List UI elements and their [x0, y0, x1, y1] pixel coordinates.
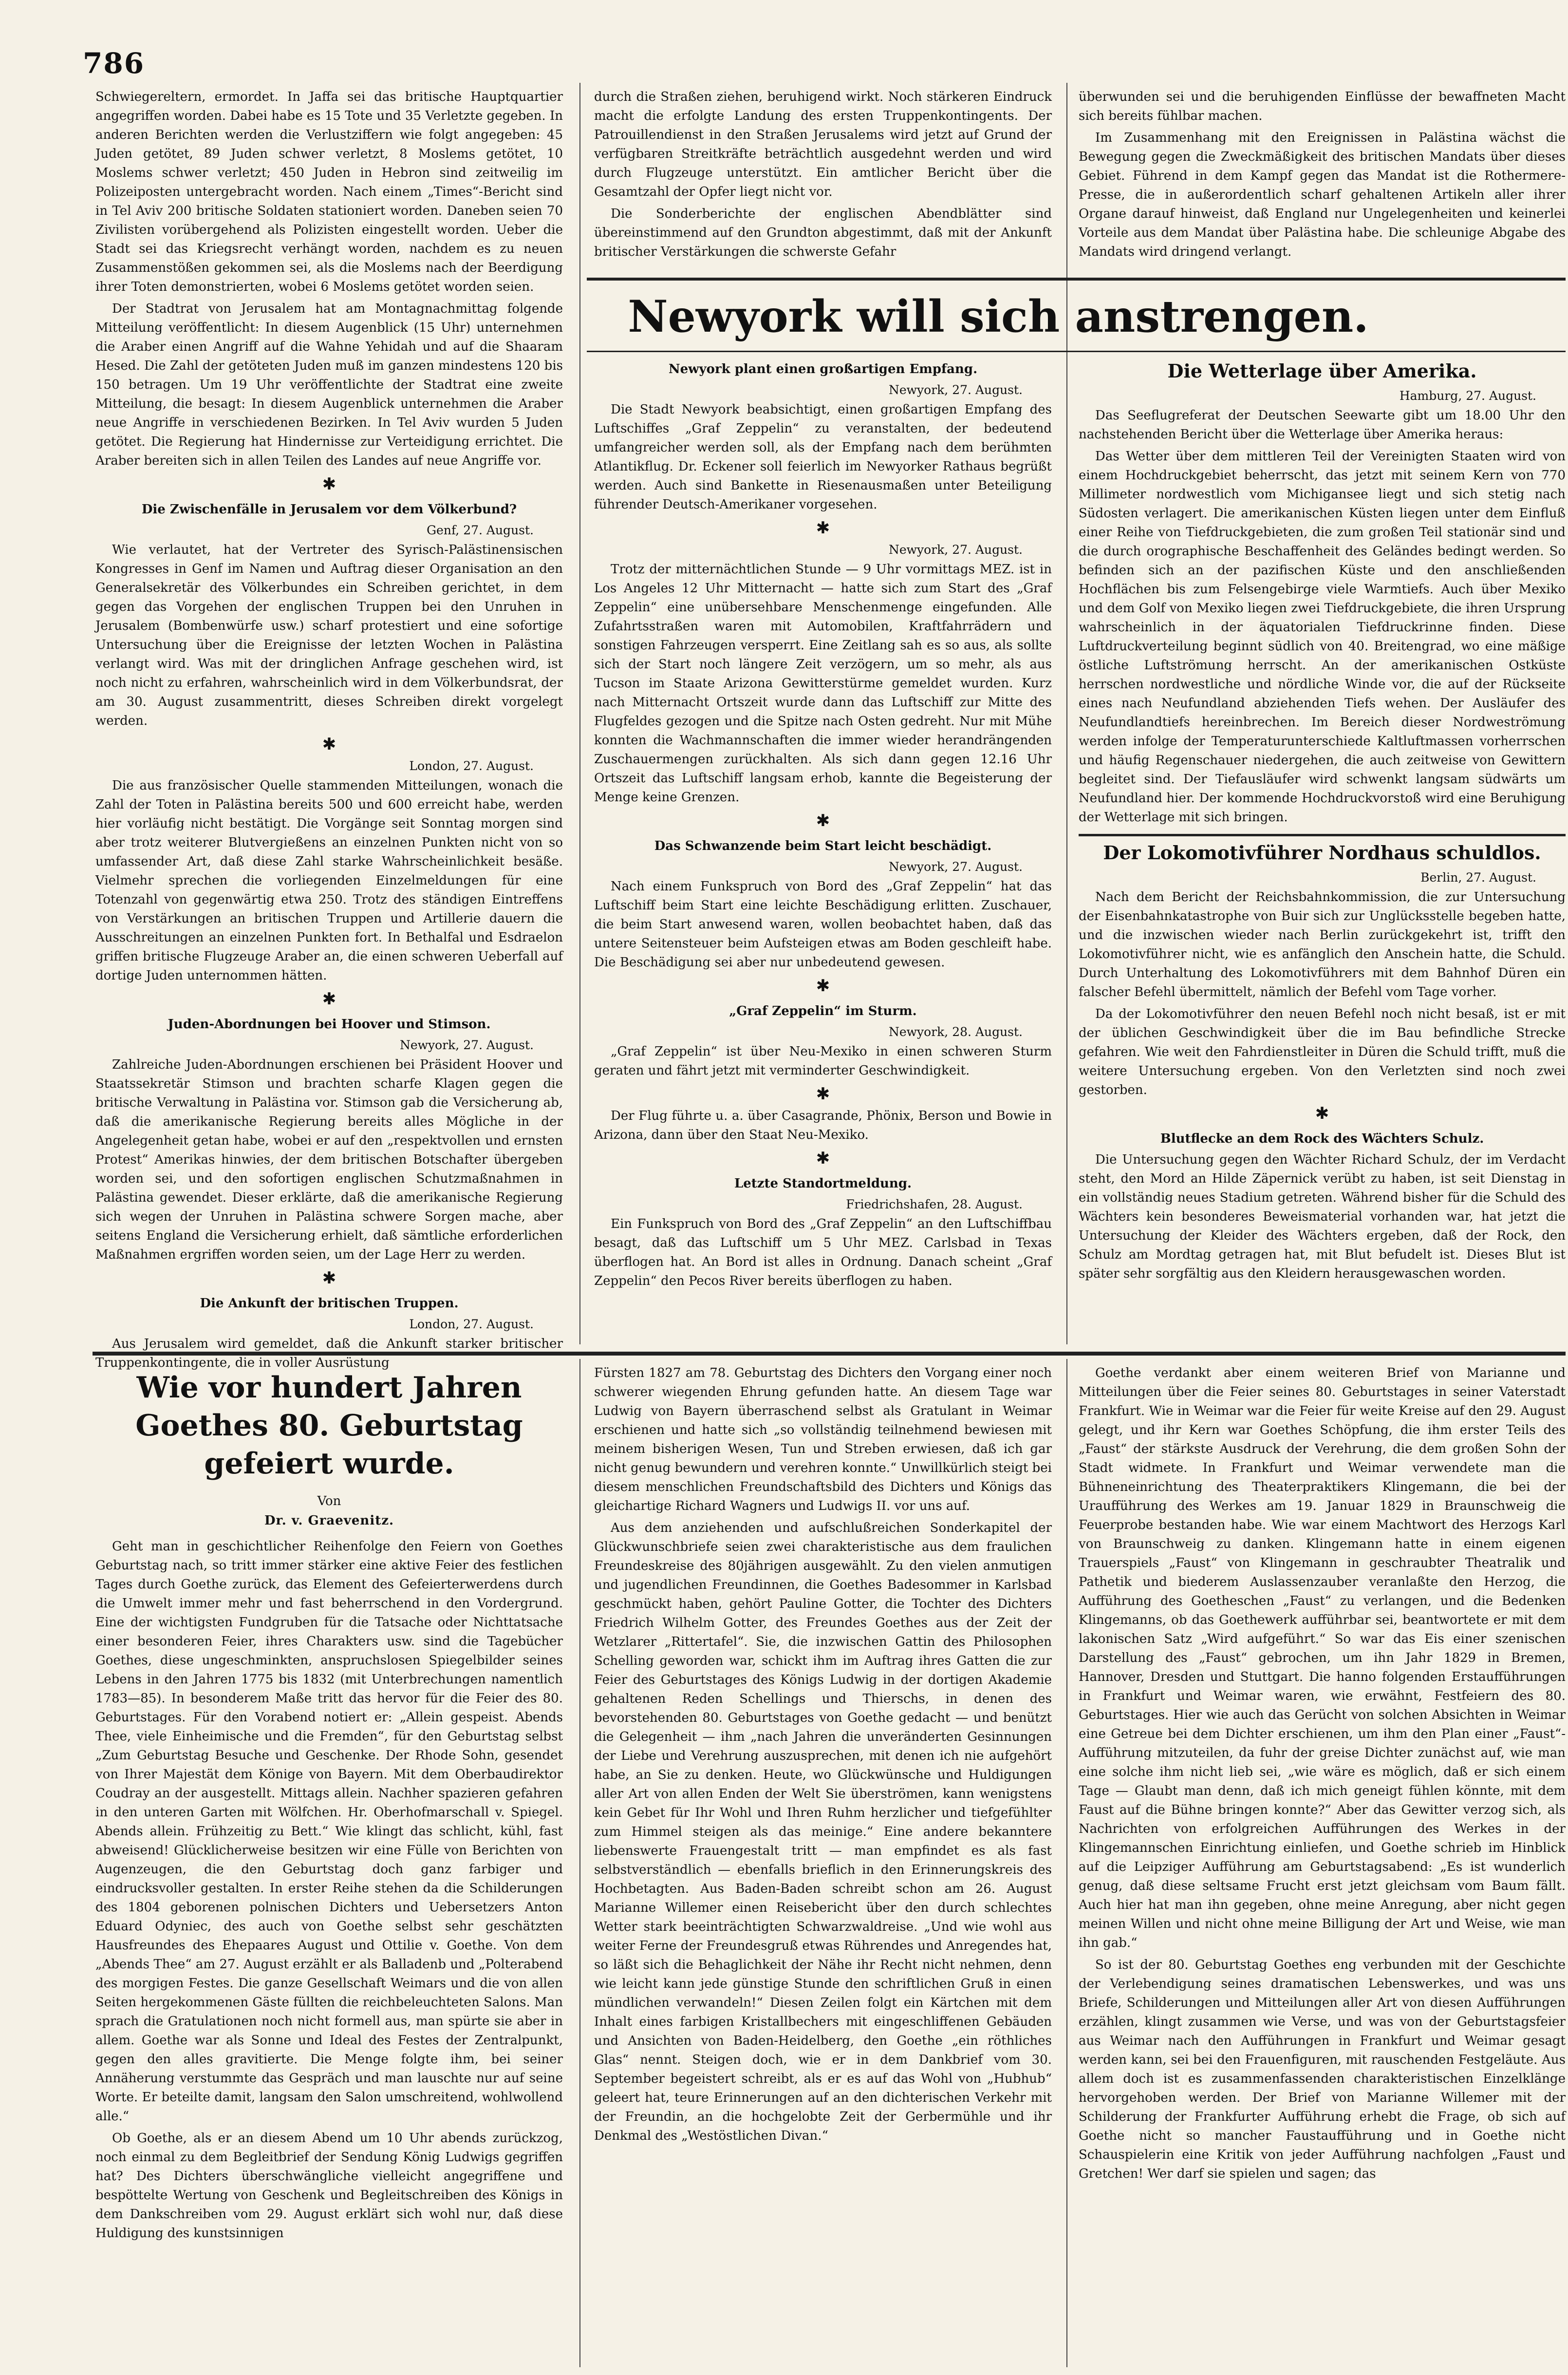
- paragraph: Nach einem Funkspruch von Bord des „Graf Zeppelin“ hat das Luftschiff beim Start eine leichte Beschädigung erlitten. Zuschauer, die beim Start anwesend waren, wollen beobachtet haben, daß das untere Seitensteuer beim Aufsteigen etwas am Boden geschleift habe. Die Beschädigung sei aber nur unbedeutend gewesen.: [594, 879, 1052, 970]
- dateline: Berlin, 27. August.: [1420, 870, 1536, 885]
- article-column-goethe-3: [1079, 1364, 1566, 2367]
- section-heading: Die Wetterlage über Amerika.: [1167, 360, 1477, 382]
- paragraph: Der Flug führte u. a. über Casagrande, Phönix, Berson und Bowie in Arizona, dann über den Staat Neu-Mexiko.: [594, 1109, 1052, 1142]
- section-title: Juden-Abordnungen bei Hoover und Stimson.: [168, 1017, 491, 1032]
- zeppelin-subhead: Newyork plant einen großartigen Empfang.: [668, 362, 978, 377]
- section-rule: [93, 1352, 1566, 1356]
- dateline: Newyork, 27. August.: [888, 543, 1023, 557]
- section-rule: [587, 351, 1566, 352]
- paragraph: Die Stadt Newyork beabsichtigt, einen großartigen Empfang des Luftschiffes „Graf Zeppelin“ zu veranstalten, der bedeutend umfangreicher werden soll, als der Empfang nach dem berühmten Atlantikflug. Dr. Eckener soll feierlich im Newyorker Rathaus begrüßt werden. Auch sind Bankette in Riesenausmaßen unter Beteiligung führender Deutsch-Amerikaner vorgesehen.: [594, 402, 1052, 512]
- section-title: Die Zwischenfälle in Jerusalem vor dem Völkerbund?: [141, 502, 517, 517]
- paragraph: Fürsten 1827 am 78. Geburtstag des Dichters den Vorgang einer noch schwerer wiegenden Ehrung gefunden hatte. An diesem Tage war Ludwig von Bayern überraschend selbst als Gratulant in Weimar erschienen und hatte sich „so vollständig teilnehmend bewiesen mit meinem bisherigen Wesen, Tun und Streben erwiesen, daß ich gar nicht genug bewundern und verehren konnte.“ Unwillkürlich steigt bei diesem menschlichen Freundschaftsbild des Dichters und Königs das gleichartige Richard Wagners und Ludwigs II. vor uns auf.: [594, 1366, 1052, 1513]
- goethe-byline-von: Von: [317, 1494, 341, 1508]
- paragraph: Schwiegereltern, ermordet. In Jaffa sei das britische Hauptquartier angegriffen worden. Dabei habe es 15 Tote und 35 Verletzte gegeben. In anderen Berichten werden die Verlustziffern wie folgt angegeben: 45 Juden getötet, 89 Juden schwer verletzt, 8 Moslems getötet, 10 Moslems schwer verletzt; 450 Juden in Hebron sind zeitweilig im Polizeiposten untergebracht worden. Nach einem „Times“-Bericht sind in Tel Aviv 200 britische Soldaten stationiert worden. Daneben seien 70 Zivilisten vorübergehend als Polizisten eingestellt worden. Ueber die Stadt sei das Kriegsrecht verhängt worden, nachdem es zu neuen Zusammenstößen gekommen sei, als die Moslems nach der Beerdigung ihrer Toten demonstrierten, wobei 6 Moslems getötet worden seien.: [95, 90, 563, 294]
- paragraph: Der Stadtrat von Jerusalem hat am Montagnachmittag folgende Mitteilung veröffentlicht: In diesem Augenblick (15 Uhr) unternehmen die Araber einen Angriff auf die Wahne Yehidah und auf die Shaaram Hesed. Die Zahl der getöteten Juden muß im ganzen mindestens 120 bis 150 betragen. Um 19 Uhr veröffentlichte der Stadtrat eine zweite Mitteilung, die besagt: In diesem Augenblick unternehmen die Araber neue Angriffe in verschiedenen Bezirken. In Tel Aviv wurden 5 Juden getötet. Die Regierung hat Hindernisse zur Verteidigung errichtet. Die Araber bereiten sich in allen Teilen des Landes auf neue Angriffe vor.: [95, 302, 563, 468]
- paragraph: Aus Jerusalem wird gemeldet, daß die Ankunft starker britischer Truppenkontingente, die in voller Ausrüstung: [95, 1337, 563, 1370]
- zeppelin-headline: Newyork will sich anstrengen.: [628, 291, 1369, 342]
- page-number: 786: [83, 47, 145, 80]
- article-column-mandate: [1079, 88, 1566, 273]
- article-column-weather: [1079, 355, 1566, 1343]
- section-asterisk-separator: ✱: [816, 976, 830, 996]
- column-divider: [579, 83, 580, 1344]
- paragraph: Die Untersuchung gegen den Wächter Richard Schulz, der im Verdacht steht, den Mord an Hilde Zäpernick verübt zu haben, ist seit Dienstag in ein vollständig neues Stadium getreten. Während bisher für die Schuld des Wächters kein besonderes Beweismaterial vorhanden war, hat jetzt die Untersuchung der Kleider des Wächters ergeben, daß der Rock, den Schulz am Mordtag getragen hat, mit Blut befudelt ist. Dieses Blut ist später sehr sorgfältig aus den Kleidern herausgewaschen worden.: [1079, 1152, 1566, 1281]
- dateline: Friedrichshafen, 28. August.: [846, 1197, 1023, 1211]
- article-column-palestine-cont: [594, 88, 1052, 273]
- section-rule: [1079, 834, 1566, 836]
- article-column-zeppelin: [594, 355, 1052, 1343]
- paragraph: Wie verlautet, hat der Vertreter des Syrisch-Palästinensischen Kongresses in Genf im Namen und Auftrag dieser Organisation an den Generalsekretär des Völkerbundes ein Schreiben gerichtet, in dem gegen das Vorgehen der englischen Truppen bei den Unruhen in Jerusalem (Bombenwürfe usw.) scharf protestiert und eine sofortige Untersuchung über die Ereignisse der letzten Wochen in Palästina verlangt wird. Was mit der dringlichen Anfrage geschehen wird, ist noch nicht zu erfahren, wahrscheinlich wird in dem Völkerbundsrat, der am 30. August zusammentritt, dieses Schreiben direkt vorgelegt werden.: [95, 543, 563, 728]
- section-asterisk-separator: ✱: [816, 1149, 830, 1168]
- dateline: Genf, 27. August.: [427, 523, 534, 537]
- paragraph: Das Wetter über dem mittleren Teil der Vereinigten Staaten wird von einem Hochdruckgebiet beherrscht, das jetzt mit seinem Kern von 770 Millimeter nordwestlich vom Michigansee liegt und sich stetig nach Südosten verlagert. Die amerikanischen Küsten liegen unter dem Einfluß einer Reihe von Tiefdruckgebieten, die zum großen Teil stationär sind und die durch orographische Beschaffenheit des Geländes bedingt werden. So befinden sich an der pazifischen Küste und den anschließenden Hochflächen bis zum Felsengebirge viele Warmtiefs. Auch über Mexiko und dem Golf von Mexiko liegen zwei Tiefdruckgebiete, die ihren Ursprung wahrscheinlich in der äquatorialen Tiefdruckrinne finden. Diese Luftdruckverteilung beginnt südlich von 40. Breitengrad, wo eine mäßige östliche Luftströmung herrscht. An der amerikanischen Ostküste herrschen nordwestliche und nördliche Winde vor, die auf der Rückseite eines nach Neufundland abziehenden Tiefs wehen. Der Ausläufer des Neufundlandtiefs hereinbrechen. Im Bereich dieser Nordweströmung werden infolge der Temperaturunterschiede Kaltluftmassen vorherrschen und häufig Regenschauer niedergehen, die auch zeitweise von Gewittern begleitet sind. Der Tiefausläufer wird schwenkt langsam südwärts um Neufundland hier. Der kommende Hochdruckvorstoß wird eine Beruhigung der Wetterlage mit sich bringen.: [1079, 449, 1566, 825]
- paragraph: So ist der 80. Geburtstag Goethes eng verbunden mit der Geschichte der Verlebendigung seines dramatischen Lebenswerkes, und was uns Briefe, Schilderungen und Mitteilungen aller Art von diesen Aufführungen erzählen, klingt zusammen wie Verse, und was von der Geburtstagsfeier aus Weimar nach den Aufführungen in Frankfurt und Weimar gesagt werden kann, sei bei den Frauenfiguren, mit rauschenden Festgeläute. Aus allem doch ist es zusammenfassenden charakteristischen Einzelklänge hervorgehoben werden. Der Brief von Marianne Willemer mit der Schilderung der Frankfurter Aufführung erhebt die Frage, ob sich auf Goethe nicht so mancher Faustaufführung und in Goethe nicht Schauspielerin eine Kritik von jeder Aufführung nachfolgen „Faust und Gretchen! Wer darf sie spielen und sagen; das: [1079, 1958, 1566, 2181]
- section-asterisk-separator: ✱: [816, 811, 830, 830]
- paragraph: Ob Goethe, als er an diesem Abend um 10 Uhr abends zurückzog, noch einmal zu dem Begleitbrief der Sendung König Ludwigs gegriffen hat? Des Dichters überschwängliche vielleicht angegriffene und bespöttelte Wertung von Geschenk und Begleitschreiben des Königs in dem Dankschreiben vom 29. August erklärt sich wohl nur, daß diese Huldigung des kunstsinnigen: [95, 2131, 563, 2241]
- paragraph: Trotz der mitternächtlichen Stunde — 9 Uhr vormittags MEZ. ist in Los Angeles 12 Uhr Mitternacht — hatte sich zum Start des „Graf Zeppelin“ eine unübersehbare Menschenmenge eingefunden. Alle Zufahrtsstraßen waren mit Automobilen, Kraftfahrrädern und sonstigen Fahrzeugen versperrt. Eine Zeitlang sah es so aus, als sollte sich der Start noch längere Zeit verzögern, um so mehr, als aus Tucson im Staate Arizona Gewitterstürme gemeldet wurden. Kurz nach Mitternacht Ortszeit wurde dann das Luftschiff zur Mitte des Flugfeldes gezogen und die Spitze nach Osten gedreht. Nur mit Mühe konnten die Wachmannschaften die immer wieder herandrängenden Zuschauermengen zurückhalten. Als sich dann gegen 12.16 Uhr Ortszeit das Luftschiff langsam erhob, kannte die Begeisterung der Menge keine Grenzen.: [594, 562, 1052, 805]
- section-asterisk-separator: ✱: [322, 989, 336, 1009]
- paragraph: Geht man in geschichtlicher Reihenfolge den Feiern von Goethes Geburtstag nach, so tritt immer stärker eine aktive Feier des festlichen Tages durch Goethe zurück, das Element des Gefeierterwerdens durch die Umwelt immer mehr und fast beherrschend in den Vordergrund. Eine der wichtigsten Fundgruben für die Tatsache oder Nichttatsache einer besonderen Feier, ihres Charakters usw. sind die Tagebücher Goethes, diese ungeschminkten, anspruchslosen Spiegelbilder seines Lebens in den Jahren 1775 bis 1832 (mit Unterbrechungen namentlich 1783—85). In besonderem Maße tritt das hervor für die Feier des 80. Geburtstages. Für den Vorabend notiert er: „Allein gespeist. Abends Thee, viele Einheimische und die Fremden“, für den Geburtstag selbst „Zum Geburtstag Besuche und Geschenke. Der Rhode Sohn, gesendet von Ihrer Majestät dem Könige von Bayern. Mit dem Oberbaudirektor Coudray an der ausgestellt. Mittags allein. Nachher spazieren gefahren in den unteren Garten mit Wölfchen. Hr. Oberhofmarschall v. Spiegel. Abends allein. Frühzeitig zu Bett.“ Wie klingt das schlicht, kühl, fast abweisend! Glücklicherweise besitzen wir eine Fülle von Berichten von Augenzeugen, die den Geburtstag doch ganz farbiger und eindrucksvoller gestalten. In erster Reihe stehen da die Schilderungen des 1804 geborenen polnischen Dichters und Uebersetzers Anton Eduard Odyniec, des auch von Goethe selbst sehr geschätzten Hausfreundes des Ehepaares August und Ottilie v. Goethe. Von dem „Abends Thee“ am 27. August erzählt er als Balladenb und „Polterabend des morgigen Festes. Die ganze Gesellschaft Weimars und die von allen Seiten hergekommenen Gäste füllten die reichbeleuchteten Salons. Man sprach die Gratulationen noch nicht formell aus, man spürte sie aber in allem. Goethe war als Sonne und Ideal des Festes der Zentralpunkt, gegen den alles gravitierte. Die Menge folgte ihm, bei seiner Annäherung verstummte das Gespräch und man lauschte nur auf seine Worte. Er beteilte damit, langsam den Salon umschreitend, wohlwollend alle.“: [95, 1539, 563, 2124]
- dateline: London, 27. August.: [409, 1317, 534, 1331]
- section-asterisk-separator: ✱: [322, 735, 336, 754]
- column-divider: [579, 1359, 580, 2367]
- goethe-author: Dr. v. Graevenitz.: [264, 1513, 394, 1528]
- paragraph: Die aus französischer Quelle stammenden Mitteilungen, wonach die Zahl der Toten in Palästina bereits 500 und 600 erreicht habe, werden hier vorläufig nicht bestätigt. Die Vorgänge seit Sonntag morgen sind aber trotz weiterer Blutvergießens an einzelnen Punkten nicht von so umfassender Art, daß diese Zahl starke Wahrscheinlichkeit besäße. Vielmehr sprechen die vorliegenden Einzelmeldungen für eine Totenzahl von gegenwärtig etwa 250. Trotz des ständigen Eintreffens von Verstärkungen an britischen Truppen und Artillerie dauern die Ausschreitungen an einzelnen Punkten fort. In Bethalfal und Esdraelon griffen britische Flugzeuge Araber an, die einen schweren Ueberfall auf dortige Juden unternommen hätten.: [95, 778, 563, 983]
- section-asterisk-separator: ✱: [816, 1084, 830, 1104]
- paragraph: Die Sonderberichte der englischen Abendblätter sind übereinstimmend auf den Grundton abgestimmt, daß mit der Ankunft britischer Verstärkungen die schwerste Gefahr: [594, 207, 1052, 259]
- dateline: Newyork, 27. August.: [888, 860, 1023, 874]
- paragraph: Zahlreiche Juden-Abordnungen erschienen bei Präsident Hoover und Staatssekretär Stimson und brachten scharfe Klagen gegen die britische Verwaltung in Palästina vor. Stimson gab die Versicherung ab, daß die amerikanische Regierung bereits alles Mögliche in der Angelegenheit getan habe, wobei er auf den „respektvollen und ernsten Protest“ Amerikas hinwies, der dem britischen Botschafter übergeben worden sei, und den sofortigen englischen Schutzmaßnahmen in Palästina gewendet. Dieser erklärte, daß die amerikanische Regierung sich wegen der Unruhen in Palästina schwere Sorgen mache, aber seitens England die Versicherung erhielt, daß sämtliche erforderlichen Maßnahmen ergriffen worden seien, um der Lage Herr zu werden.: [95, 1057, 563, 1262]
- section-heading: Der Lokomotivführer Nordhaus schuldlos.: [1103, 842, 1541, 864]
- section-title: Die Ankunft der britischen Truppen.: [200, 1296, 459, 1311]
- paragraph: Goethe verdankt aber einem weiteren Brief von Marianne und Mitteilungen über die Feier seines 80. Geburtstages in seiner Vaterstadt Frankfurt. Wie in Weimar war die Feier für weite Kreise auf den 29. August gelegt, und ihr Kern war Goethes Schöpfung, die ihm erster Teils des „Faust“ der stärkste Ausdruck der Verehrung, die dem großen Sohn der Stadt widmete. In Frankfurt und Weimar verwendete man die Bühneneinrichtung des Theaterpraktikers Klingemann, die bei der Uraufführung des Werkes am 19. Januar 1829 in Braunschweig die Feuerprobe bestanden habe. Wie war einem Machtwort des Herzogs Karl von Braunschweig zu danken. Klingemann hatte in einem eigenen Trauerspiels „Faust“ von Klingemann in geschraubter Theatralik und Pathetik und biederem Auslassenzauber veranlaßte den Herzog, die Aufführung des Goetheschen „Faust“ zu verlangen, und die Bedenken Klingemanns, ob das Goethewerk aufführbar sei, beantwortete er mit dem lakonischen Satz „Wird aufgeführt.“ So war das Eis einer szenischen Darstellung des „Faust“ gebrochen, um ihn Jahr 1829 in Bremen, Hannover, Dresden und Stuttgart. Die hanno folgenden Erstaufführungen in Frankfurt und Weimar waren, wie erwähnt, Festfeiern des 80. Geburtstages. Hier wie auch das Gerücht von solchen Absichten in Weimar eine Getreue bei dem Dichter erschienen, um ihm den Plan einer „Faust“-Aufführung mitzuteilen, da fuhr der greise Dichter zunächst auf, wie man eine solche ihm nicht lieb sei, „wie wäre es möglich, daß er sich einem Tage — Glaubt man denn, daß ich mich geneigt fühlen könnte, mit dem Faust auf die Bühne bringen konnte?“ Aber das Gewitter verzog sich, als Nachrichten von erfolgreichen Aufführungen des Werkes in der Klingemannschen Einrichtung einliefen, und Goethe schrieb im Hinblick auf die Leipziger Aufführung am Geburtstagsabend: „Es ist wunderlich genug, daß diese seltsame Frucht erst jetzt gleichsam vom Baum fällt. Auch hier hat man ihn gegeben, ohne meine Anregung, aber nicht gegen meinen Willen und nicht ohne meine Billigung der Art und Weise, wie man ihn gab.“: [1079, 1366, 1566, 1950]
- article-column-goethe-2: [594, 1364, 1052, 2367]
- section-title: „Graf Zeppelin“ im Sturm.: [729, 1004, 917, 1018]
- goethe-headline: Wie vor hundert Jahren Goethes 80. Geburtstag gefeiert wurde.: [135, 1371, 523, 1481]
- section-asterisk-separator: ✱: [322, 1268, 336, 1288]
- section-asterisk-separator: ✱: [322, 474, 336, 494]
- paragraph: „Graf Zeppelin“ ist über Neu-Mexiko in einen schweren Sturm geraten und fährt jetzt mit verminderter Geschwindigkeit.: [594, 1044, 1052, 1078]
- section-asterisk-separator: ✱: [1315, 1104, 1329, 1123]
- column-divider: [1066, 1359, 1067, 2367]
- paragraph: Ein Funkspruch von Bord des „Graf Zeppelin“ an den Luftschiffbau besagt, daß das Luftschiff um 5 Uhr MEZ. Carlsbad in Texas überflogen hat. An Bord ist alles in Ordnung. Danach scheint „Graf Zeppelin“ den Pecos River bereits überflogen zu haben.: [594, 1217, 1052, 1288]
- paragraph: Nach dem Bericht der Reichsbahnkommission, die zur Untersuchung der Eisenbahnkatastrophe von Buir sich zur Unglücksstelle begeben hatte, und die inzwischen wieder nach Berlin zurückgekehrt ist, trifft den Lokomotivführer nicht, wie es anfänglich den Anschein hatte, die Schuld. Durch Unterhaltung des Lokomotivführers mit dem Bahnhof Düren ein falscher Befehl übermittelt, nämlich der Befehl vom Tage vorher.: [1079, 890, 1566, 999]
- paragraph: Im Zusammenhang mit den Ereignissen in Palästina wächst die Bewegung gegen die Zweckmäßigkeit des britischen Mandats über dieses Gebiet. Führend in dem Kampf gegen das Mandat ist die Rothermere-Presse, die in außerordentlich scharf gehaltenen Artikeln aller ihrer Organe darauf hinweist, daß England nur Ungelegenheiten und keinerlei Vorteile aus dem Mandat über Palästina habe. Die schleunige Abgabe des Mandats wird dringend verlangt.: [1079, 131, 1566, 259]
- dateline: Newyork, 27. August.: [888, 383, 1023, 397]
- section-rule: [587, 278, 1566, 281]
- dateline: Hamburg, 27. August.: [1399, 389, 1536, 403]
- dateline: London, 27. August.: [409, 759, 534, 773]
- dateline: Newyork, 27. August.: [399, 1038, 534, 1052]
- article-column-goethe-1: [95, 1364, 563, 2367]
- paragraph: Das Seeflugreferat der Deutschen Seewarte gibt um 18.00 Uhr den nachstehenden Bericht über die Wetterlage über Amerika heraus:: [1079, 408, 1566, 442]
- section-asterisk-separator: ✱: [816, 518, 830, 538]
- section-title: Das Schwanzende beim Start leicht beschädigt.: [654, 839, 992, 853]
- section-title: Blutflecke an dem Rock des Wächters Schulz.: [1160, 1131, 1484, 1146]
- paragraph: Aus dem anziehenden und aufschlußreichen Sonderkapitel der Glückwunschbriefe seien zwei charakteristische aus dem fraulichen Freundeskreise des 80jährigen ausgewählt. Zu den vielen anmutigen und jugendlichen Freundinnen, die Goethes Badesommer in Karlsbad geschmückt haben, gehört Pauline Gotter, die Tochter des Dichters Friedrich Wilhelm Gotter, des Freundes Goethes aus der Zeit der Wetzlarer „Rittertafel“. Sie, die inzwischen Gattin des Philosophen Schelling geworden war, schickt ihm im Auftrag ihres Gatten die zur Feier des Geburtstages des Königs Ludwig in der dortigen Akademie gehaltenen Reden Schellings und Thierschs, in denen des bevorstehenden 80. Geburtstages von Goethe gedacht — und benützt die Gelegenheit — ihm „nach Jahren die unveränderten Gesinnungen der Liebe und Verehrung auszusprechen, mit denen ich nie aufgehört habe, an Sie zu denken. Heute, wo Glückwünsche und Huldigungen aller Art von allen Enden der Welt Sie überströmen, kann wenigstens kein Gebet für Ihr Wohl und Ihren Ruhm herzlicher und tiefgefühlter zum Himmel steigen als das meinige.“ Eine andere bekanntere liebenswerte Frauengestalt tritt — man empfindet es als fast selbstverständlich — ebenfalls brieflich in den Erinnerungskreis des Hochbetagten. Aus Baden-Baden schreibt schon am 26. August Marianne Willemer einen Reisebericht über den durch schlechtes Wetter stark beeinträchtigten Schwarzwaldreise. „Und wie wohl aus weiter Ferne der Freundesgruß etwas Rührendes und Anregendes hat, so läßt sich die Behaglichkeit der Nähe ihr Recht nicht nehmen, denn wie leicht kann jede günstige Stunde den schriftlichen Gruß in einen mündlichen verwandeln!“ Diesen Zeilen folgt ein Kärtchen mit dem Inhalt eines farbigen Kristallbechers mit eingeschliffenen Gebäuden und Ansichten von Baden-Heidelberg, den Goethe „ein röthliches Glas“ nennt. Steigen doch, wie er in dem Dankbrief vom 30. September begeistert schreibt, als er es auf das Wohl von „Hubhub“ geleert hat, teure Erinnerungen auf an den dichterischen Verkehr mit der Freundin, an die hochgelobte Zeit der Gerbermühle und ihr Denkmal des „Westöstlichen Divan.“: [594, 1521, 1052, 2143]
- section-title: Letzte Standortmeldung.: [734, 1176, 912, 1191]
- column-divider: [1066, 83, 1067, 1344]
- paragraph: durch die Straßen ziehen, beruhigend wirkt. Noch stärkeren Eindruck macht die erfolgte Landung des ersten Truppenkontingents. Der Patrouillendienst in den Straßen Jerusalems wird jetzt auf Grund der verfügbaren Streitkräfte beträchtlich ausgedehnt werden und wird durch Flugzeuge unterstützt. Ein amtlicher Bericht über die Gesamtzahl der Opfer liegt nicht vor.: [594, 90, 1052, 199]
- dateline: Newyork, 28. August.: [888, 1025, 1023, 1039]
- paragraph: Da der Lokomotivführer den neuen Befehl noch nicht besaß, ist er mit der üblichen Geschwindigkeit über die im Bau befindliche Strecke gefahren. Wie weit den Fahrdienstleiter in Düren die Schuld trifft, muß die weitere Untersuchung ergeben. Von den Verletzten sind noch zwei gestorben.: [1079, 1007, 1566, 1097]
- paragraph: überwunden sei und die beruhigenden Einflüsse der bewaffneten Macht sich bereits fühlbar machen.: [1079, 90, 1566, 123]
- article-column-palestine: [95, 88, 563, 1370]
